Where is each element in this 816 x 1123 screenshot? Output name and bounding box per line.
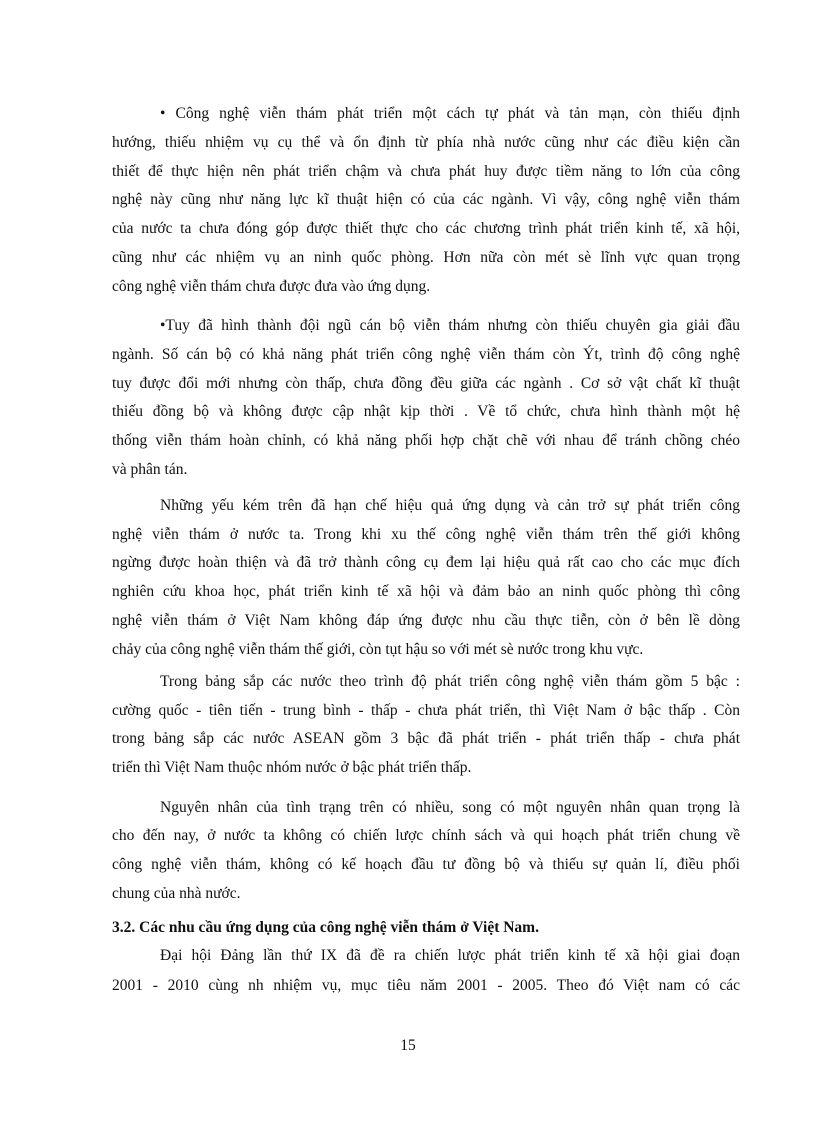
text-line: nghệ này cũng như năng lực kĩ thuật hiện có của các ngành. Vì vậy, công nghệ viễn thám [112, 191, 740, 208]
text-line: triển thì Việt Nam thuộc nhóm nước ở bậc phát triển thấp. [112, 759, 472, 776]
text-line: công nghệ viễn thám, không có kế hoạch đầu tư đồng bộ và thiếu sự quản lí, điều phối [112, 856, 740, 873]
section-heading: 3.2. Các nhu cầu ứng dụng của công nghệ viễn thám ở Việt Nam. [112, 919, 539, 936]
text-line: cũng như các nhiệm vụ an ninh quốc phòng. Hơn nữa còn mét sè lĩnh vực quan trọng [112, 249, 740, 266]
text-line: của nước ta chưa đóng góp được thiết thực cho các chương trình phát triển kinh tế, xã hội, [112, 220, 740, 237]
text-line: nghệ viễn thám ở nước ta. Trong khi xu thế công nghệ viễn thám trên thế giới không [112, 526, 740, 543]
text-line: nghệ viễn thám ở Việt Nam không đáp ứng được nhu cầu thực tiễn, còn ở bên lề dòng [112, 612, 740, 629]
text-line: hướng, thiếu nhiệm vụ cụ thể và ổn định từ phía nhà nước cũng như các điều kiện cần [112, 134, 740, 151]
text-line: trong bảng sắp các nước ASEAN gồm 3 bậc đã phát triển - phát triển thấp - chưa phát [112, 730, 740, 747]
text-line: tuy được đổi mới nhưng còn thấp, chưa đồng đều giữa các ngành . Cơ sở vật chất kĩ thuật [112, 375, 740, 392]
text-line: • Công nghệ viễn thám phát triển một cách tự phát và tản mạn, còn thiếu định [160, 105, 740, 122]
text-line: Những yếu kém trên đã hạn chế hiệu quả ứng dụng và cản trở sự phát triển công [160, 497, 740, 514]
text-line: chung của nhà nước. [112, 885, 241, 902]
text-line: Nguyên nhân của tình trạng trên có nhiều, song có một nguyên nhân quan trọng là [160, 799, 740, 816]
text-line: chảy của công nghệ viễn thám thế giới, còn tụt hậu so với mét sè nước trong khu vực. [112, 641, 644, 658]
text-line: thiết để thực hiện nên phát triển chậm và chưa phát huy được tiềm năng to lớn của công [112, 163, 740, 180]
text-line: Trong bảng sắp các nước theo trình độ phát triển công nghệ viễn thám gồm 5 bậc : [160, 673, 740, 690]
text-line: nghiên cứu khoa học, phát triển kinh tế xã hội và đảm bảo an ninh quốc phòng thì công [112, 583, 740, 600]
text-line: •Tuy đã hình thành đội ngũ cán bộ viễn thám nhưng còn thiếu chuyên gia giải đầu [160, 317, 740, 334]
text-line: cường quốc - tiên tiến - trung bình - thấp - chưa phát triển, thì Việt Nam ở bậc thấp . Còn [112, 702, 740, 719]
text-line: ngành. Số cán bộ có khả năng phát triển công nghệ viễn thám còn Ýt, trình độ công nghệ [112, 346, 740, 363]
text-line: cho đến nay, ở nước ta không có chiến lược chính sách và qui hoạch phát triển chung về [112, 827, 740, 844]
text-line: 2001 - 2010 cùng nh nhiệm vụ, mục tiêu năm 2001 - 2005. Theo đó Việt nam có các [112, 977, 740, 994]
text-line: công nghệ viễn thám chưa được đưa vào ứng dụng. [112, 278, 431, 295]
text-line: thống viễn thám hoàn chỉnh, có khả năng phối hợp chặt chẽ với nhau để tránh chồng chéo [112, 432, 740, 449]
page-number: 15 [400, 1037, 416, 1054]
text-line: và phân tán. [112, 461, 188, 478]
text-line: Đại hội Đảng lần thứ IX đã đề ra chiến lược phát triển kinh tế xã hội giai đoạn [160, 947, 740, 964]
text-line: ngừng được hoàn thiện và đã trở thành công cụ đem lại hiệu quả rất cao cho các mục đích [112, 554, 740, 571]
text-line: thiếu đồng bộ và không được cập nhật kịp thời . Về tổ chức, chưa hình thành một hệ [112, 403, 740, 420]
